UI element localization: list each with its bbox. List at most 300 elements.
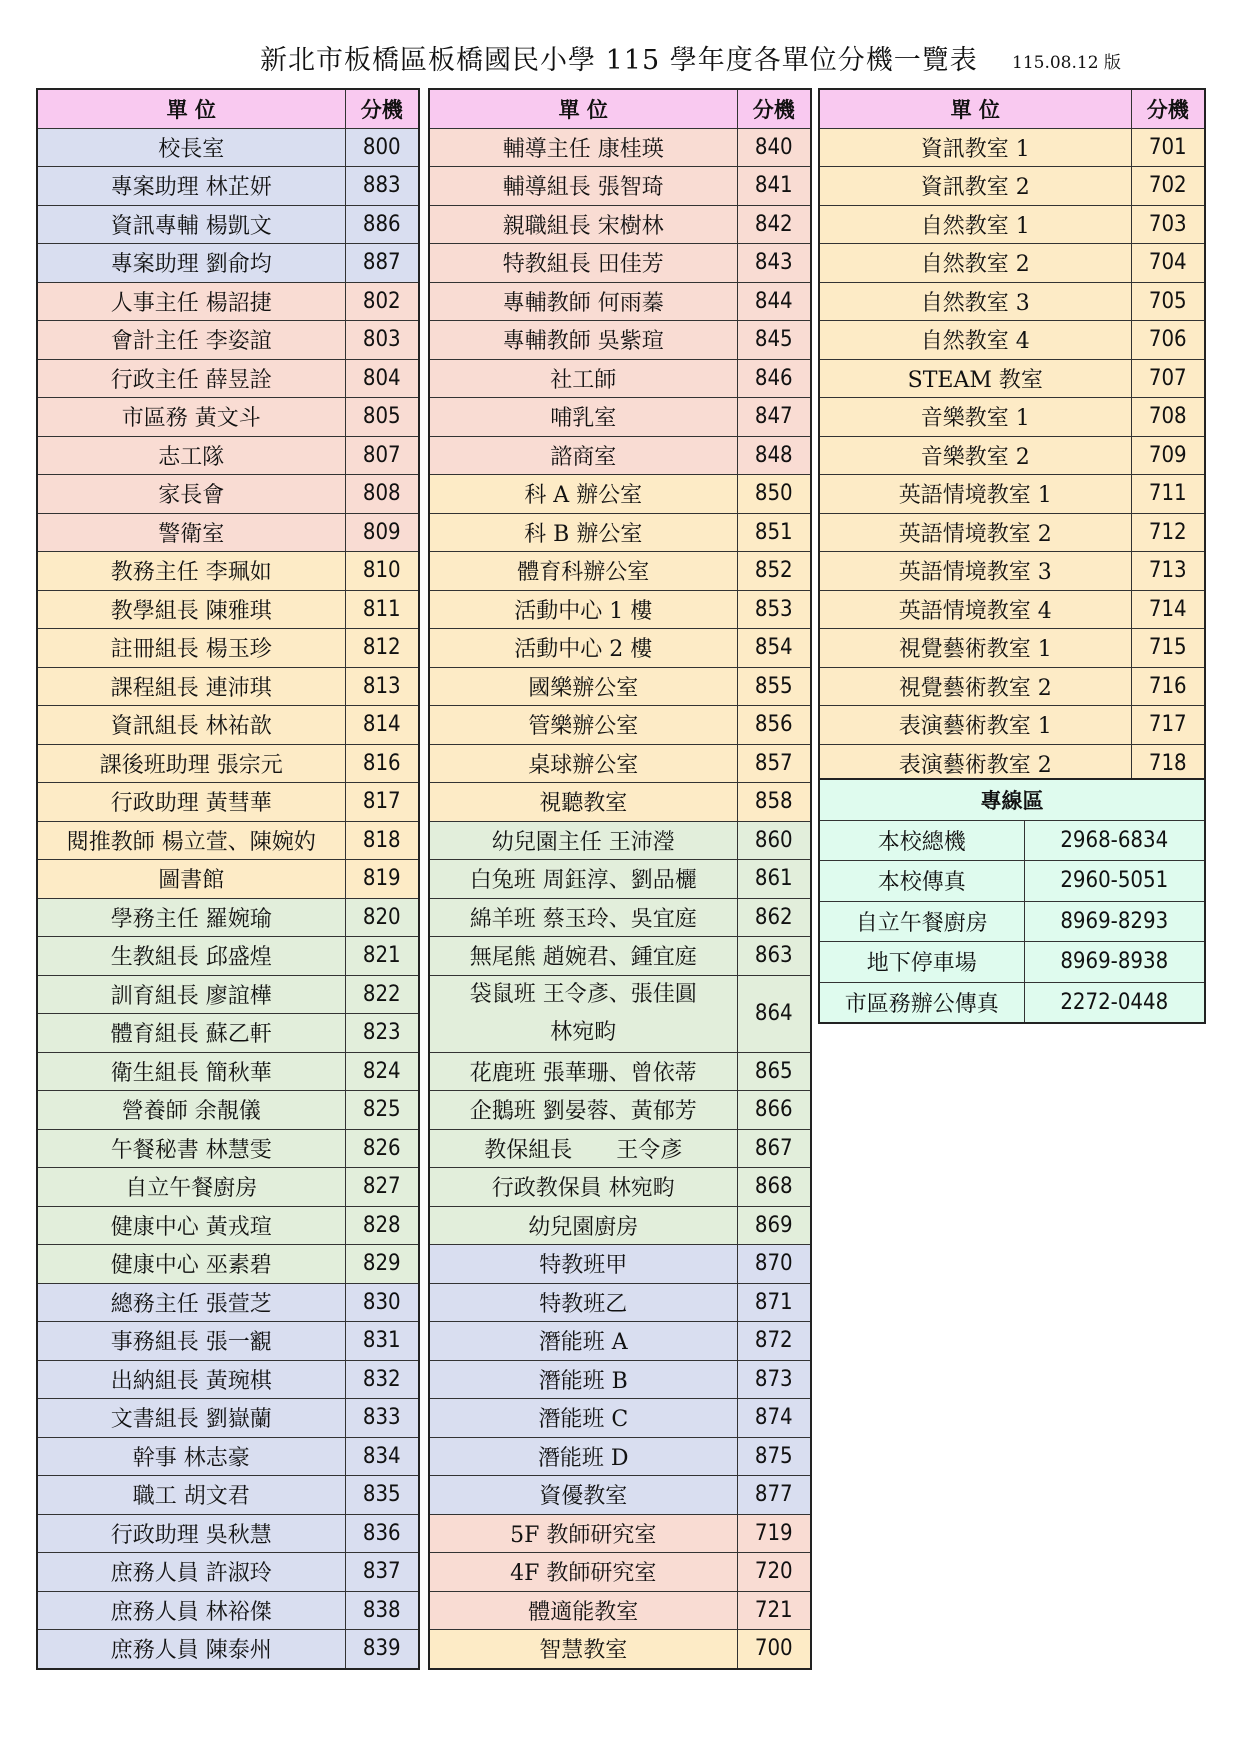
table-row [429, 744, 811, 783]
extension-table-1 [36, 88, 420, 1670]
unit-name: 智慧教室 [429, 1630, 737, 1669]
extension-number: 839 [345, 1630, 419, 1669]
unit-name: 諮商室 [429, 436, 737, 475]
extension-number: 808 [345, 475, 419, 514]
table-row [429, 205, 811, 244]
table-row [37, 590, 419, 629]
unit-name: 自然教室 3 [819, 282, 1131, 321]
unit-name: 活動中心 1 樓 [429, 590, 737, 629]
unit-name: 志工隊 [37, 436, 345, 475]
direct-line-row [819, 982, 1205, 1023]
extension-number: 827 [345, 1168, 419, 1207]
extension-number: 830 [345, 1283, 419, 1322]
extension-number: 840 [737, 128, 811, 167]
table-row [37, 860, 419, 899]
unit-name: 健康中心 黃戎瑄 [37, 1206, 345, 1245]
unit-name: 幼兒園主任 王沛瀅 [429, 821, 737, 860]
unit-name: 特教班甲 [429, 1245, 737, 1284]
unit-name: 警衛室 [37, 513, 345, 552]
unit-name: 英語情境教室 2 [819, 513, 1131, 552]
unit-name: 課後班助理 張宗元 [37, 744, 345, 783]
unit-name: 白兔班 周鈺淳、劉品欐 [429, 860, 737, 899]
unit-name: 體育組長 蘇乙軒 [37, 1014, 345, 1053]
table-row [37, 436, 419, 475]
table-row [37, 783, 419, 822]
extension-number: 702 [1131, 167, 1205, 206]
extension-table-2 [428, 88, 812, 1670]
unit-name: STEAM 教室 [819, 359, 1131, 398]
unit-name: 午餐秘書 林慧雯 [37, 1129, 345, 1168]
extension-number: 829 [345, 1245, 419, 1284]
extension-number: 851 [737, 513, 811, 552]
extension-number: 832 [345, 1360, 419, 1399]
extension-number: 820 [345, 898, 419, 937]
extension-number: 804 [345, 359, 419, 398]
extension-number: 887 [345, 244, 419, 283]
table-row [819, 706, 1205, 745]
table-header-row [37, 89, 419, 128]
extension-number: 842 [737, 205, 811, 244]
extension-number: 706 [1131, 321, 1205, 360]
table-row [37, 1245, 419, 1284]
extension-number: 869 [737, 1206, 811, 1245]
version-label: 115.08.12 版 [1012, 53, 1121, 73]
table-row [37, 1014, 419, 1053]
extension-number: 866 [737, 1091, 811, 1130]
unit-name: 國樂辦公室 [429, 667, 737, 706]
table-row [37, 1630, 419, 1669]
unit-name: 資訊專輔 楊凱文 [37, 205, 345, 244]
unit-name: 視覺藝術教室 1 [819, 629, 1131, 668]
unit-name: 閱推教師 楊立萱、陳婉妁 [37, 821, 345, 860]
extension-number: 854 [737, 629, 811, 668]
table-row [819, 667, 1205, 706]
extension-number: 872 [737, 1322, 811, 1361]
table-row [37, 398, 419, 437]
table-row [819, 629, 1205, 668]
extension-number: 823 [345, 1014, 419, 1053]
table-row [429, 783, 811, 822]
extension-number: 837 [345, 1553, 419, 1592]
table-row [37, 1322, 419, 1361]
unit-name: 職工 胡文君 [37, 1476, 345, 1515]
unit-name: 庶務人員 林裕傑 [37, 1591, 345, 1630]
table-row [819, 167, 1205, 206]
unit-name: 出納組長 黃琬棋 [37, 1360, 345, 1399]
table-row [429, 1168, 811, 1207]
table-row [429, 282, 811, 321]
unit-name: 英語情境教室 4 [819, 590, 1131, 629]
direct-line-number: 8969-8938 [1024, 942, 1205, 983]
table-row [819, 128, 1205, 167]
unit-name: 行政助理 吳秋慧 [37, 1514, 345, 1553]
table-row [819, 475, 1205, 514]
unit-name: 無尾熊 趙婉君、鍾宜庭 [429, 937, 737, 976]
table-row [37, 1514, 419, 1553]
unit-name: 註冊組長 楊玉珍 [37, 629, 345, 668]
unit-name: 綿羊班 蔡玉玲、吳宜庭 [429, 898, 737, 937]
table-row [37, 1399, 419, 1438]
table-row [37, 898, 419, 937]
extension-number: 700 [737, 1630, 811, 1669]
table-row [37, 1476, 419, 1515]
table-row [429, 436, 811, 475]
unit-name-cell [429, 975, 737, 1052]
direct-line-row [819, 901, 1205, 942]
unit-name: 生教組長 邱盛煌 [37, 937, 345, 976]
unit-name: 幹事 林志豪 [37, 1437, 345, 1476]
table-row [429, 590, 811, 629]
table-row [819, 590, 1205, 629]
extension-number: 719 [737, 1514, 811, 1553]
extension-number: 716 [1131, 667, 1205, 706]
table-row [429, 1206, 811, 1245]
unit-name: 親職組長 宋樹林 [429, 205, 737, 244]
extension-number: 856 [737, 706, 811, 745]
extension-number: 863 [737, 937, 811, 976]
unit-name: 庶務人員 陳泰州 [37, 1630, 345, 1669]
table-row [37, 128, 419, 167]
unit-name: 人事主任 楊詔捷 [37, 282, 345, 321]
unit-name: 企鵝班 劉晏蓉、黃郁芳 [429, 1091, 737, 1130]
extension-number: 712 [1131, 513, 1205, 552]
unit-name: 文書組長 劉嶽蘭 [37, 1399, 345, 1438]
table-row [429, 1245, 811, 1284]
unit-name: 袋鼠班 王令彥、張佳圓 [469, 981, 697, 1007]
extension-number: 855 [737, 667, 811, 706]
table-row [37, 282, 419, 321]
table-row [429, 244, 811, 283]
extension-number: 833 [345, 1399, 419, 1438]
extension-number: 721 [737, 1591, 811, 1630]
table-row [429, 937, 811, 976]
unit-name: 圖書館 [37, 860, 345, 899]
table-row [429, 1283, 811, 1322]
unit-name: 教務主任 李珮如 [37, 552, 345, 591]
extension-number: 861 [737, 860, 811, 899]
extension-number: 846 [737, 359, 811, 398]
table-row [429, 1399, 811, 1438]
extension-number: 841 [737, 167, 811, 206]
extension-number: 810 [345, 552, 419, 591]
extension-number: 714 [1131, 590, 1205, 629]
table-row [429, 629, 811, 668]
extension-column-header: 分機 [1131, 89, 1205, 128]
extension-number: 850 [737, 475, 811, 514]
unit-name: 科 A 辦公室 [429, 475, 737, 514]
unit-name: 5F 教師研究室 [429, 1514, 737, 1553]
direct-lines-table [818, 778, 1206, 1024]
extension-number: 812 [345, 629, 419, 668]
extension-number: 803 [345, 321, 419, 360]
unit-name: 專案助理 林芷妍 [37, 167, 345, 206]
unit-name: 資訊教室 1 [819, 128, 1131, 167]
direct-line-row [819, 820, 1205, 861]
unit-name: 專案助理 劉俞均 [37, 244, 345, 283]
unit-name: 科 B 辦公室 [429, 513, 737, 552]
extension-number: 877 [737, 1476, 811, 1515]
unit-name: 市區務 黃文斗 [37, 398, 345, 437]
table-row [37, 513, 419, 552]
table-row [37, 1437, 419, 1476]
direct-line-name: 地下停車場 [819, 942, 1024, 983]
extension-number: 853 [737, 590, 811, 629]
extension-number: 864 [737, 975, 811, 1052]
unit-name: 幼兒園廚房 [429, 1206, 737, 1245]
unit-name: 資訊教室 2 [819, 167, 1131, 206]
unit-name: 4F 教師研究室 [429, 1553, 737, 1592]
extension-number: 717 [1131, 706, 1205, 745]
extension-number: 822 [345, 975, 419, 1014]
table-row [429, 1091, 811, 1130]
direct-line-name: 自立午餐廚房 [819, 901, 1024, 942]
extension-number: 860 [737, 821, 811, 860]
unit-name: 體適能教室 [429, 1591, 737, 1630]
extension-number: 843 [737, 244, 811, 283]
extension-number: 701 [1131, 128, 1205, 167]
table-row [819, 244, 1205, 283]
direct-line-number: 8969-8293 [1024, 901, 1205, 942]
table-row [37, 1553, 419, 1592]
extension-number: 826 [345, 1129, 419, 1168]
extension-number: 711 [1131, 475, 1205, 514]
extension-number: 816 [345, 744, 419, 783]
unit-name: 衛生組長 簡秋華 [37, 1052, 345, 1091]
table-row [819, 205, 1205, 244]
table-row [429, 552, 811, 591]
table-row [37, 1091, 419, 1130]
page-title: 新北市板橋區板橋國民小學 115 學年度各單位分機一覽表 [260, 45, 978, 76]
extension-number: 709 [1131, 436, 1205, 475]
table-row [37, 552, 419, 591]
unit-name: 花鹿班 張華珊、曾依蒂 [429, 1052, 737, 1091]
extension-number: 707 [1131, 359, 1205, 398]
direct-line-row [819, 942, 1205, 983]
extension-table-3 [818, 88, 1206, 784]
unit-name-line-2: 林宛畇 [550, 1019, 617, 1045]
table-row [429, 821, 811, 860]
direct-line-number: 2272-0448 [1024, 982, 1205, 1023]
table-row [37, 1168, 419, 1207]
table-row [429, 860, 811, 899]
extension-number: 847 [737, 398, 811, 437]
table-row [37, 1129, 419, 1168]
table-row [819, 359, 1205, 398]
unit-name: 營養師 余靚儀 [37, 1091, 345, 1130]
extension-number: 844 [737, 282, 811, 321]
table-row [819, 321, 1205, 360]
unit-name: 行政助理 黃彗華 [37, 783, 345, 822]
unit-name: 自立午餐廚房 [37, 1168, 345, 1207]
extension-number: 825 [345, 1091, 419, 1130]
table-row [37, 667, 419, 706]
extension-number: 845 [737, 321, 811, 360]
table-header-row [429, 89, 811, 128]
extension-number: 805 [345, 398, 419, 437]
extension-column-header: 分機 [345, 89, 419, 128]
direct-line-name: 本校總機 [819, 820, 1024, 861]
unit-name: 視聽教室 [429, 783, 737, 822]
table-row [37, 937, 419, 976]
direct-lines-heading-row [819, 779, 1205, 820]
unit-name: 訓育組長 廖誼樺 [37, 975, 345, 1014]
unit-name: 行政主任 薛昱詮 [37, 359, 345, 398]
unit-name: 桌球辦公室 [429, 744, 737, 783]
unit-name: 自然教室 1 [819, 205, 1131, 244]
table-row [429, 1514, 811, 1553]
extension-number: 811 [345, 590, 419, 629]
table-row [429, 1360, 811, 1399]
table-row [37, 321, 419, 360]
extension-number: 831 [345, 1322, 419, 1361]
unit-name: 視覺藝術教室 2 [819, 667, 1131, 706]
extension-number: 821 [345, 937, 419, 976]
unit-name: 潛能班 A [429, 1322, 737, 1361]
extension-number: 818 [345, 821, 419, 860]
extension-number: 802 [345, 282, 419, 321]
direct-line-number: 2960-5051 [1024, 861, 1205, 902]
extension-number: 857 [737, 744, 811, 783]
extension-number: 883 [345, 167, 419, 206]
extension-number: 873 [737, 1360, 811, 1399]
table-row [37, 1283, 419, 1322]
extension-number: 715 [1131, 629, 1205, 668]
table-row [37, 975, 419, 1014]
unit-name: 事務組長 張一覾 [37, 1322, 345, 1361]
table-row [429, 898, 811, 937]
table-row [429, 1129, 811, 1168]
table-row [37, 821, 419, 860]
unit-name: 潛能班 D [429, 1437, 737, 1476]
table-row [37, 706, 419, 745]
extension-number: 836 [345, 1514, 419, 1553]
extension-number: 813 [345, 667, 419, 706]
unit-name: 管樂辦公室 [429, 706, 737, 745]
unit-name: 專輔教師 吳紫瑄 [429, 321, 737, 360]
table-row [819, 398, 1205, 437]
extension-number: 886 [345, 205, 419, 244]
table-row [37, 244, 419, 283]
unit-name: 資訊組長 林祐歆 [37, 706, 345, 745]
unit-name: 潛能班 C [429, 1399, 737, 1438]
table-row [429, 667, 811, 706]
extension-number: 852 [737, 552, 811, 591]
unit-name: 自然教室 4 [819, 321, 1131, 360]
table-row [37, 1360, 419, 1399]
unit-name: 特教班乙 [429, 1283, 737, 1322]
extension-number: 704 [1131, 244, 1205, 283]
table-row [819, 282, 1205, 321]
unit-name: 音樂教室 1 [819, 398, 1131, 437]
table-row [37, 744, 419, 783]
extension-number: 720 [737, 1553, 811, 1592]
direct-lines-heading: 專線區 [819, 779, 1205, 820]
unit-name: 學務主任 羅婉瑜 [37, 898, 345, 937]
extension-number: 871 [737, 1283, 811, 1322]
unit-name: 健康中心 巫素碧 [37, 1245, 345, 1284]
table-row [429, 1630, 811, 1669]
extension-number: 874 [737, 1399, 811, 1438]
table-row [429, 1052, 811, 1091]
extension-number: 865 [737, 1052, 811, 1091]
extension-number: 814 [345, 706, 419, 745]
unit-name: 家長會 [37, 475, 345, 514]
extension-number: 858 [737, 783, 811, 822]
table-row [819, 513, 1205, 552]
table-row [429, 398, 811, 437]
extension-number: 800 [345, 128, 419, 167]
extension-number: 828 [345, 1206, 419, 1245]
extension-number: 718 [1131, 744, 1205, 783]
table-row [37, 205, 419, 244]
table-row [429, 321, 811, 360]
extension-number: 809 [345, 513, 419, 552]
extension-number: 848 [737, 436, 811, 475]
table-row [429, 475, 811, 514]
unit-name: 會計主任 李姿誼 [37, 321, 345, 360]
unit-name: 英語情境教室 3 [819, 552, 1131, 591]
unit-name: 特教組長 田佳芳 [429, 244, 737, 283]
unit-name: 資優教室 [429, 1476, 737, 1515]
unit-name: 表演藝術教室 2 [819, 744, 1131, 783]
table-row [429, 1437, 811, 1476]
extension-number: 817 [345, 783, 419, 822]
unit-name: 教學組長 陳雅琪 [37, 590, 345, 629]
extension-number: 819 [345, 860, 419, 899]
unit-name: 潛能班 B [429, 1360, 737, 1399]
unit-name: 庶務人員 許淑玲 [37, 1553, 345, 1592]
direct-line-name: 市區務辦公傳真 [819, 982, 1024, 1023]
unit-name: 行政教保員 林宛畇 [429, 1168, 737, 1207]
table-row [37, 475, 419, 514]
unit-name: 教保組長 王令彥 [429, 1129, 737, 1168]
extension-number: 705 [1131, 282, 1205, 321]
unit-name: 輔導組長 張智琦 [429, 167, 737, 206]
unit-name: 課程組長 連沛琪 [37, 667, 345, 706]
table-row [429, 1553, 811, 1592]
unit-name: 英語情境教室 1 [819, 475, 1131, 514]
table-row [37, 1206, 419, 1245]
unit-name: 校長室 [37, 128, 345, 167]
unit-name: 社工師 [429, 359, 737, 398]
unit-name: 體育科辦公室 [429, 552, 737, 591]
unit-name: 專輔教師 何雨蓁 [429, 282, 737, 321]
table-row [37, 1591, 419, 1630]
extension-number: 835 [345, 1476, 419, 1515]
table-row [429, 1591, 811, 1630]
table-row [37, 629, 419, 668]
extension-number: 834 [345, 1437, 419, 1476]
unit-column-header: 單 位 [37, 89, 345, 128]
table-row [429, 167, 811, 206]
table-row [429, 706, 811, 745]
extension-number: 703 [1131, 205, 1205, 244]
table-row [37, 359, 419, 398]
extension-number: 862 [737, 898, 811, 937]
direct-line-number: 2968-6834 [1024, 820, 1205, 861]
extension-number: 867 [737, 1129, 811, 1168]
extension-number: 713 [1131, 552, 1205, 591]
title-row [0, 38, 1240, 78]
extension-number: 807 [345, 436, 419, 475]
table-row [429, 1322, 811, 1361]
table-row [429, 513, 811, 552]
extension-number: 875 [737, 1437, 811, 1476]
table-row [819, 552, 1205, 591]
extension-number: 870 [737, 1245, 811, 1284]
unit-name: 總務主任 張萱芝 [37, 1283, 345, 1322]
table-row [819, 436, 1205, 475]
